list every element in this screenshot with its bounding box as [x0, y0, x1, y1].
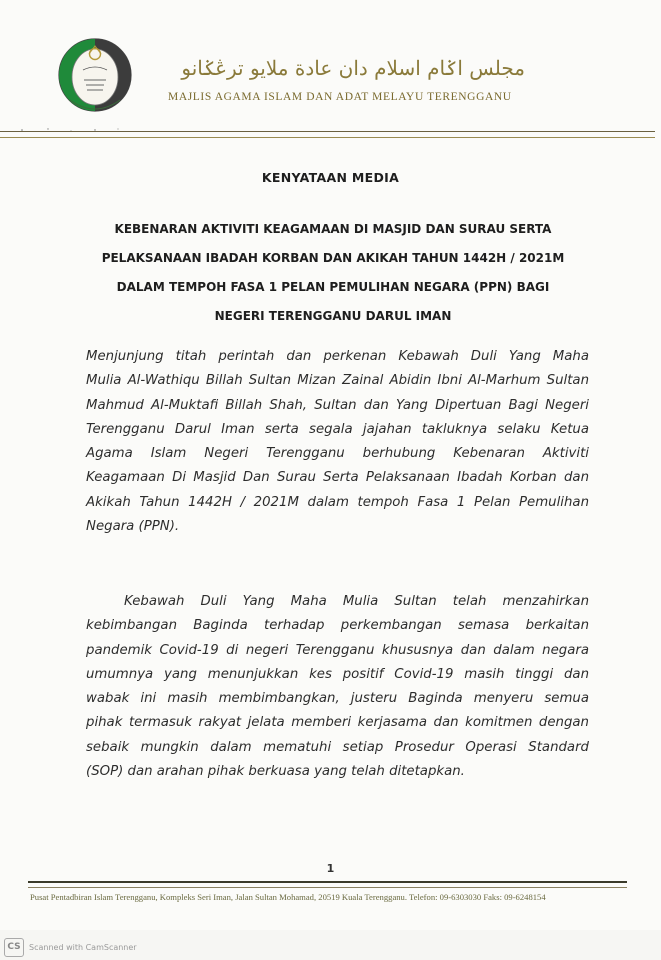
maidam-crest-icon [56, 34, 134, 116]
title-line: DALAM TEMPOH FASA 1 PELAN PEMULIHAN NEGARA (PPN) BAGI [116, 280, 550, 294]
title-line: KEBENARAN AKTIVITI KEAGAMAAN DI MASJID DAN SURAU SERTA [114, 222, 552, 236]
text-line: umumnya yang menunjukkan kes positif Covid-19 masih tinggi dan [86, 666, 589, 682]
arabic-org-title: مجلس اݢام اسلام دان عادة ملايو ترڠݢانو [181, 56, 525, 80]
text-line: Akikah Tahun 1442H / 2021M dalam tempoh Fasa 1 Pelan Pemulihan [86, 494, 589, 510]
footer-divider [28, 881, 627, 888]
statement-title [60, 215, 606, 331]
paragraph-2 [86, 590, 589, 784]
text-line: Mulia Al-Wathiqu Billah Sultan Mizan Zainal Abidin Ibni Al-Marhum Sultan [86, 373, 589, 389]
media-statement-heading: KENYATAAN MEDIA [261, 170, 400, 185]
text-line: Keagamaan Di Masjid Dan Surau Serta Pelaksanaan Ibadah Korban dan [86, 470, 589, 486]
footer-address: Pusat Pentadbiran Islam Terengganu, Kompleks Seri Iman, Jalan Sultan Mohamad, 20519 Kuala Terengganu. Telefon: 09-6303030 Faks: 09-6248154 [30, 892, 546, 902]
text-line: (SOP) dan arahan pihak berkuasa yang telah ditetapkan. [86, 764, 465, 780]
paragraph-1 [86, 345, 589, 539]
text-line: sebaik mungkin dalam mematuhi setiap Prosedur Operasi Standard [86, 739, 589, 755]
text-line: Agama Islam Negeri Terengganu berhubung Kebenaran Aktiviti [86, 446, 589, 462]
page-number: 1 [326, 862, 335, 875]
text-line: Terengganu Darul Iman serta segala jajahan takluknya selaku Ketua [86, 421, 589, 437]
camscanner-icon: CS [4, 938, 24, 957]
scanner-watermark [4, 937, 137, 957]
scanner-text: Scanned with CamScanner [29, 942, 137, 952]
title-line: NEGERI TERENGGANU DARUL IMAN [214, 309, 452, 323]
text-line: kebimbangan Baginda terhadap perkembangan semasa berkaitan [86, 618, 589, 634]
text-line: Mahmud Al-Muktafi Billah Shah, Sultan dan Yang Dipertuan Bagi Negeri [86, 397, 589, 413]
text-line: pandemik Covid-19 di negeri Terengganu khususnya dan dalam negara [86, 642, 589, 658]
text-line: Menjunjung titah perintah dan perkenan Kebawah Duli Yang Maha [86, 349, 589, 364]
organization-name: MAJLIS AGAMA ISLAM DAN ADAT MELAYU TERENGGANU [168, 91, 512, 103]
title-line: PELAKSANAAN IBADAH KORBAN DAN AKIKAH TAHUN 1442H / 2021M [101, 251, 565, 265]
text-line: wabak ini masih membimbangkan, justeru Baginda menyeru semua [86, 691, 589, 707]
text-line: pihak termasuk rakyat jelata memberi kerjasama dan komitmen dengan [86, 715, 589, 731]
text-line: Kebawah Duli Yang Maha Mulia Sultan telah menzahirkan [124, 594, 589, 609]
header-divider [0, 131, 655, 138]
text-line: Negara (PPN). [86, 519, 180, 535]
